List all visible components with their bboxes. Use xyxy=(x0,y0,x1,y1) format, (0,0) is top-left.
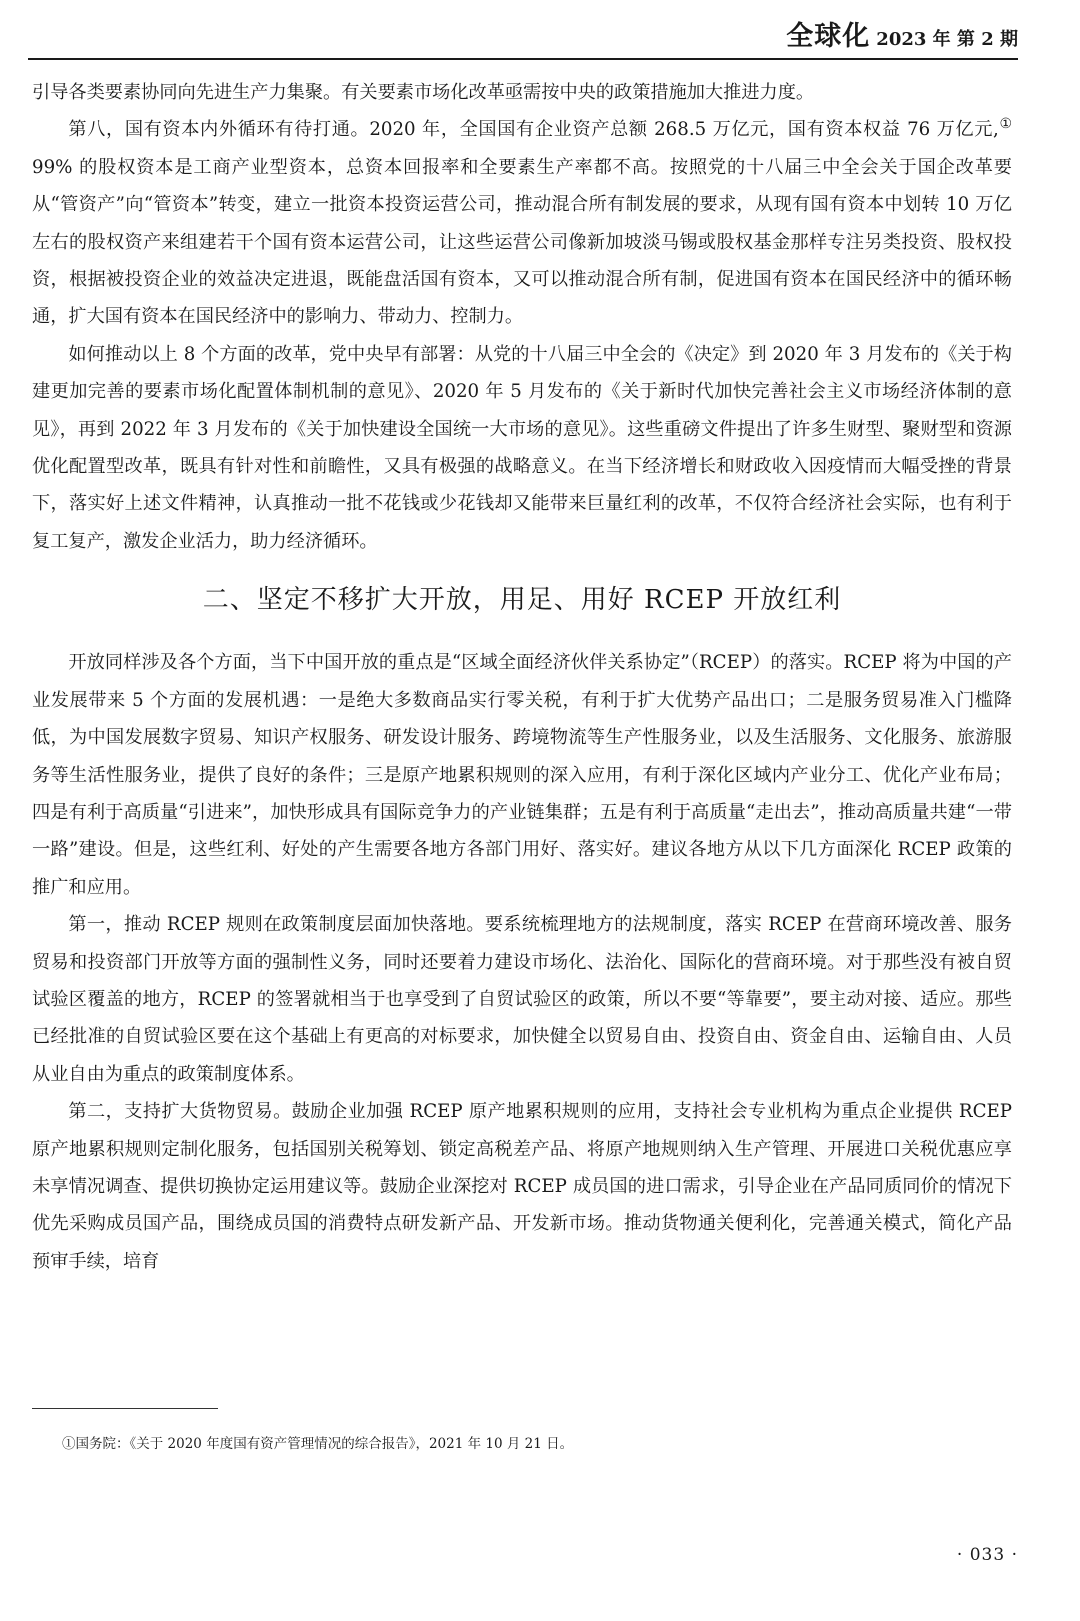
header-rule xyxy=(28,58,1018,60)
paragraph: 第一，推动 RCEP 规则在政策制度层面加快落地。要系统梳理地方的法规制度，落实 RCEP 在营商环境改善、服务贸易和投资部门开放等方面的强制性义务，同时还要着力建设市场化、法治化、国际化的营商环境。对于那些没有被自贸试验区覆盖的地方，RCEP 的签署就相当于也享受到了自贸试验区的政策，所以不要“等靠要”，要主动对接、适应。那些已经批准的自贸试验区要在这个基础上有更高的对标要求，加快健全以贸易自由、投资自由、资金自由、运输自由、人员从业自由为重点的政策制度体系。 xyxy=(32,914,1012,1085)
paragraph-text: 第八，国有资本内外循环有待打通。2020 年，全国国有企业资产总额 268.5 万亿元，国有资本权益 76 万亿元, xyxy=(68,119,999,141)
paragraph: 开放同样涉及各个方面，当下中国开放的重点是“区域全面经济伙伴关系协定”（RCEP）的落实。RCEP 将为中国的产业发展带来 5 个方面的发展机遇：一是绝大多数商品实行零关税，有利于扩大优势产品出口；二是服务贸易准入门槛降低，为中国发展数字贸易、知识产权服务、研发设计服务、跨境物流等生产性服务业，以及生活服务、文化服务、旅游服务等生活性服务业，提供了良好的条件；三是原产地累积规则的深入应用，有利于深化区域内产业分工、优化产业布局；四是有利于高质量“引进来”，加快形成具有国际竞争力的产业链集群；五是有利于高质量“走出去”，推动高质量共建“一带一路”建设。但是，这些红利、好处的产生需要各地方各部门用好、落实好。建议各地方从以下几方面深化 RCEP 政策的推广和应用。 xyxy=(32,652,1012,898)
running-header xyxy=(786,14,1018,53)
footnote-reference[interactable]: ① xyxy=(998,116,1013,133)
article-body xyxy=(32,74,1012,1280)
paragraph: 第二，支持扩大货物贸易。鼓励企业加强 RCEP 原产地累积规则的应用，支持社会专业机构为重点企业提供 RCEP 原产地累积规则定制化服务，包括国别关税筹划、锁定高税差产品、将原产地规则纳入生产管理、开展进口关税优惠应享未享情况调查、提供切换协定运用建议等。鼓励企业深挖对 RCEP 成员国的进口需求，引导企业在产品同质同价的情况下优先采购成员国产品，围绕成员国的消费特点研发新产品、开发新市场。推动货物通关便利化，完善通关模式，简化产品预审手续，培育 xyxy=(32,1101,1012,1272)
paragraph xyxy=(32,111,1012,335)
paragraph: 引导各类要素协同向先进生产力集聚。有关要素市场化改革亟需按中央的政策措施加大推进力度。 xyxy=(32,82,815,103)
paragraph: 如何推动以上 8 个方面的改革，党中央早有部署：从党的十八届三中全会的《决定》到 2020 年 3 月发布的《关于构建更加完善的要素市场化配置体制机制的意见》、2020 年 5 月发布的《关于新时代加快完善社会主义市场经济体制的意见》，再到 2022 年 3 月发布的《关于加快建设全国统一大市场的意见》。这些重磅文件提出了许多生财型、聚财型和资源优化配置型改革，既具有针对性和前瞻性，又具有极强的战略意义。在当下经济增长和财政收入因疫情而大幅受挫的背景下，落实好上述文件精神，认真推动一批不花钱或少花钱却又能带来巨量红利的改革，不仅符合经济社会实际，也有利于复工复产，激发企业活力，助力经济循环。 xyxy=(32,343,1012,552)
footnote-rule xyxy=(32,1408,218,1409)
footnote: ①国务院：《关于 2020 年度国有资产管理情况的综合报告》，2021 年 10 月 21 日。 xyxy=(62,1436,574,1452)
page-number: · 033 · xyxy=(956,1545,1018,1565)
section-heading: 二、坚定不移扩大开放，用足、用好 RCEP 开放红利 xyxy=(202,585,842,616)
journal-name: 全球化 xyxy=(786,21,871,52)
paragraph-text: 99% 的股权资本是工商产业型资本，总资本回报率和全要素生产率都不高。按照党的十八届三中全会关于国企改革要从“管资产”向“管资本”转变，建立一批资本投资运营公司，推动混合所有制发展的要求，从现有国有资本中划转 10 万亿左右的股权资产来组建若干个国有资本运营公司，让这些运营公司像新加坡淡马锡或股权基金那样专注另类投资、股权投资，根据被投资企业的效益决定进退，既能盘活国有资本，又可以推动混合所有制，促进国有资本在国民经济中的循环畅通，扩大国有资本在国民经济中的影响力、带动力、控制力。 xyxy=(32,156,1012,328)
issue-label: 2023 年 第 2 期 xyxy=(876,29,1018,50)
